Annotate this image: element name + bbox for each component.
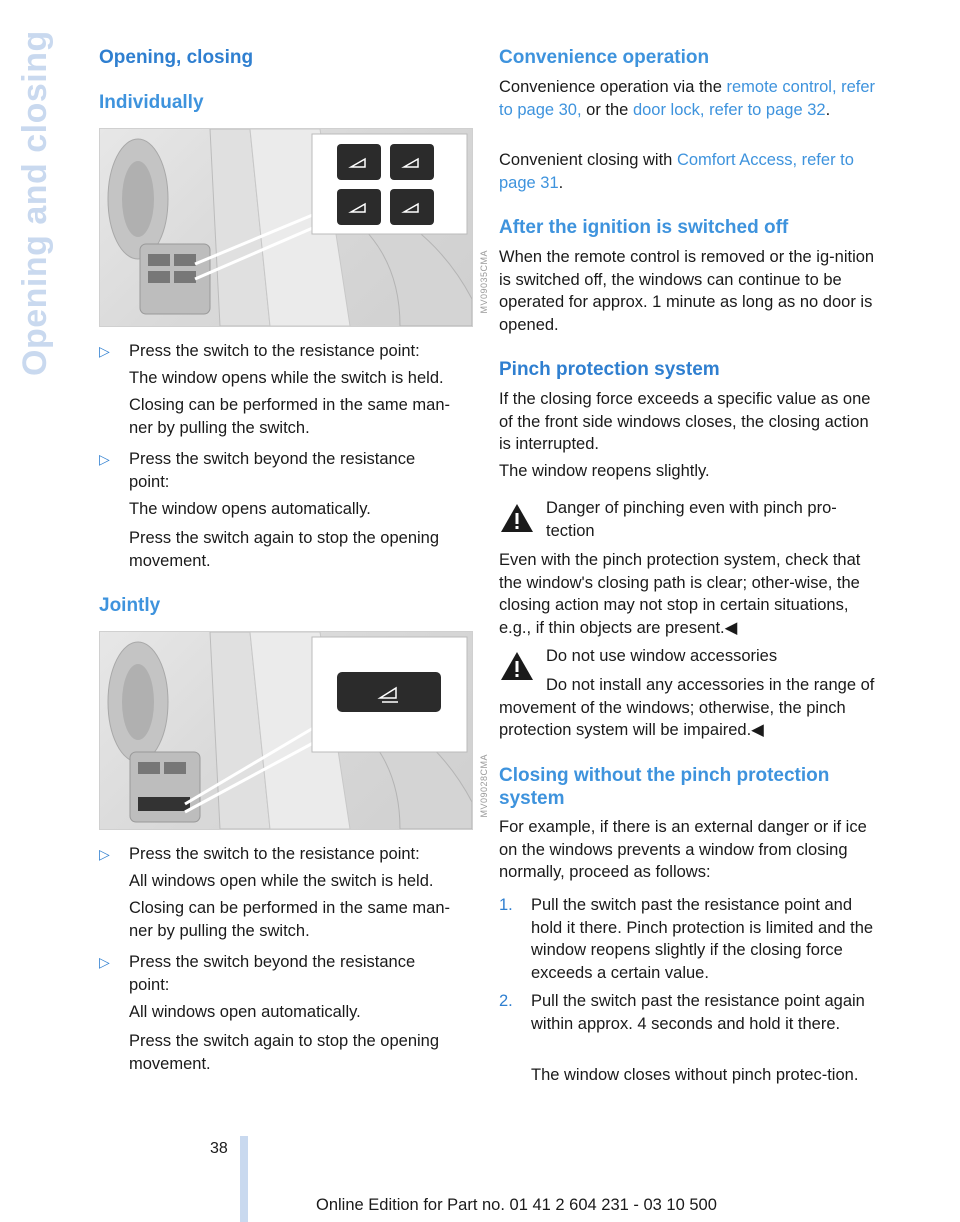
warning-triangle-icon [499,502,535,534]
text-run: Convenience operation via the [499,78,727,96]
figure-code-2: MV09028CMA [479,754,489,818]
door-panel-illustration [100,632,472,829]
bullet-triangle-icon: ▷ [99,954,110,970]
link-door-lock[interactable]: door lock, refer to page 32 [632,100,826,119]
heading-pinch-protection: Pinch protection system [499,359,720,380]
step-number: 2. [499,992,513,1010]
door-panel-illustration [100,129,472,326]
bullet-triangle-icon: ▷ [99,451,110,467]
bullet-line: Press the switch to the resistance point: [129,342,420,360]
heading-closing-without-pinch: Closing without the pinch protection system [499,765,830,809]
bullet-line: The window opens automatically. [129,500,371,518]
heading-after-ignition: After the ignition is switched off [499,217,789,238]
bullet-line: point: [129,976,170,994]
convenience-paragraph-1 [499,76,877,121]
bullet-triangle-icon: ▷ [99,846,110,862]
convenience-paragraph-2 [499,149,877,194]
step-text: Pull the switch past the resistance point and hold it there. Pinch protection is limited and the window reopens slightly if the closing force exceeds a certain value. [531,896,874,982]
step-number: 1. [499,896,513,914]
bullet-triangle-icon: ▷ [99,343,110,359]
closing-intro: For example, if there is an external danger or if ice on the windows prevents a window from closing normally, proceed as follows: [499,818,867,881]
footer-edition-text: Online Edition for Part no. 01 41 2 604 231 - 03 10 500 [316,1196,717,1214]
heading-opening-closing: Opening, closing [99,47,254,68]
bullet-line: Press the switch again to stop the opening [129,529,440,547]
link-remote-control[interactable]: remote control, refer to page 30, [499,78,876,119]
link-comfort-access[interactable]: Comfort Access, refer to page 31 [499,151,854,192]
text-run: or the [581,100,633,119]
bullet-line: Press the switch to the resistance point: [129,845,420,863]
after-ignition-text: When the remote control is removed or the ig-nition is switched off, the windows can continue to be operated for approx. 1 minute as long as no door is opened. [499,248,875,334]
bullet-line: All windows open automatically. [129,1003,361,1021]
bullet-line: Closing can be performed in the same man- [129,899,450,917]
bullet-line: Press the switch beyond the resistance [129,450,416,468]
page-number: 38 [210,1140,228,1157]
step-2-result: The window closes without pinch protec-tion. [531,1066,859,1084]
subheading-jointly: Jointly [99,595,161,616]
bullet-line: All windows open while the switch is held. [129,872,434,890]
figure-code-1: MV09035CMA [479,250,489,314]
bullet-line: The window opens while the switch is held. [129,369,444,387]
bullet-line: Press the switch beyond the resistance [129,953,416,971]
warning-1-title: Danger of pinching even with pinch pro-tection [546,499,837,540]
text-run: . [558,173,564,192]
warning-2-title: Do not use window accessories [546,647,778,665]
text-run: . [825,100,831,119]
section-side-title: Opening and closing [16,30,54,376]
subheading-individually: Individually [99,92,204,113]
bullet-line: movement. [129,1055,211,1073]
step-text: Pull the switch past the resistance point again within approx. 4 seconds and hold it there. [531,992,865,1033]
text-run: Convenient closing with [499,151,677,169]
bullet-line: ner by pulling the switch. [129,419,310,437]
bullet-line: Closing can be performed in the same man- [129,396,450,414]
footer-accent-bar [240,1136,248,1222]
bullet-line: movement. [129,552,211,570]
bullet-line: Press the switch again to stop the opening [129,1032,440,1050]
pinch-paragraph-2: The window reopens slightly. [499,462,710,480]
bullet-line: point: [129,473,170,491]
figure-individual-switches [99,128,473,327]
figure-joint-switch [99,631,473,830]
warning-2-text: Do not install any accessories in the range of movement of the windows; otherwise, the pinch protection system will be impaired.◀ [499,676,875,739]
bullet-line: ner by pulling the switch. [129,922,310,940]
heading-convenience-operation: Convenience operation [499,47,710,68]
pinch-paragraph-1: If the closing force exceeds a specific value as one of the front side windows closes, the closing action is interrupted. [499,390,871,453]
warning-1-text: Even with the pinch protection system, check that the window's closing path is clear; other-wise, the closing action may not stop in certain situations, e.g., if thin objects are present.◀ [499,551,861,637]
